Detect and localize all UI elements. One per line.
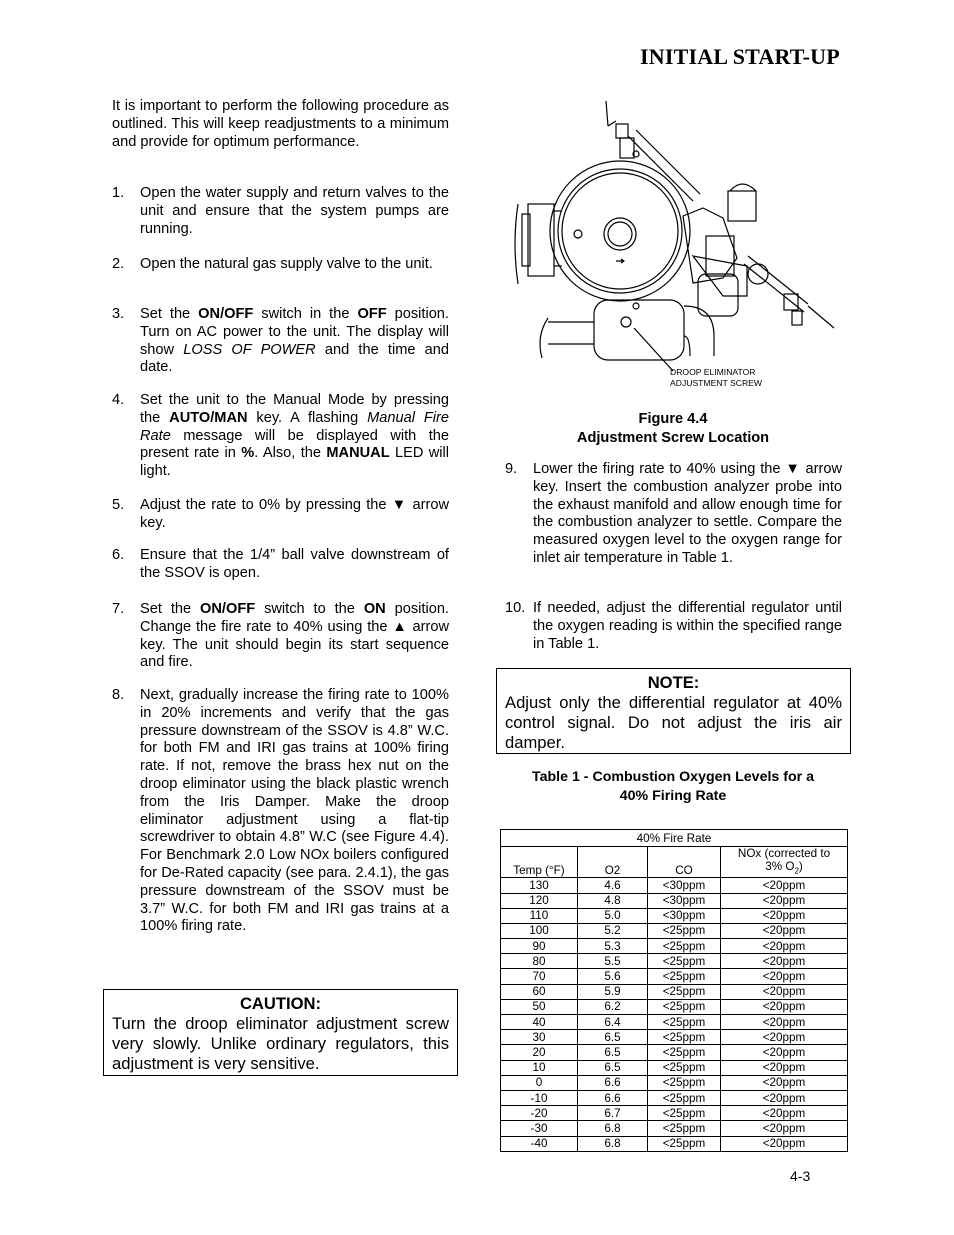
cell-nox: <20ppm: [721, 1030, 848, 1045]
cell-o2: 5.9: [578, 984, 648, 999]
caution-title: CAUTION:: [239, 994, 322, 1013]
step-3: [112, 306, 450, 377]
cell-temp: 10: [501, 1060, 578, 1075]
table-row: [501, 1136, 848, 1151]
cell-co: <25ppm: [648, 923, 721, 938]
step-number: 4.: [112, 392, 125, 408]
cell-o2: 6.8: [578, 1121, 648, 1136]
cell-temp: 110: [501, 908, 578, 923]
step-text: switch in the: [253, 306, 358, 322]
cell-nox: <20ppm: [721, 1106, 848, 1121]
step-text: message will be displayed with the present rate in: [140, 427, 449, 462]
step-text: switch to the: [255, 601, 364, 617]
step-number: 7.: [112, 601, 125, 617]
step-number: 8.: [112, 687, 125, 703]
caution-text: Turn the droop eliminator adjustment screw very slowly. Unlike ordinary regulators, this adjustment is very sensitive.: [112, 1014, 449, 1073]
cell-co: <25ppm: [648, 1045, 721, 1060]
table-row: [501, 954, 848, 969]
note-text: Adjust only the differential regulator at 40% control signal. Do not adjust the iris air damper.: [505, 693, 842, 752]
cell-co: <25ppm: [648, 1015, 721, 1030]
cell-nox: <20ppm: [721, 999, 848, 1014]
step-bold: ON/OFF: [200, 601, 256, 617]
cell-nox: <20ppm: [721, 908, 848, 923]
step-number: 9.: [505, 461, 518, 477]
cell-nox: <20ppm: [721, 923, 848, 938]
cell-co: <25ppm: [648, 999, 721, 1014]
cell-o2: 5.2: [578, 923, 648, 938]
cell-o2: 6.7: [578, 1106, 648, 1121]
table-caption-line1: Table 1 - Combustion Oxygen Levels for a: [532, 769, 814, 785]
cell-nox: <20ppm: [721, 1136, 848, 1151]
note-box: [496, 668, 851, 754]
cell-nox: <20ppm: [721, 984, 848, 999]
cell-o2: 5.0: [578, 908, 648, 923]
step-8: [112, 687, 449, 936]
table-row: [501, 1075, 848, 1090]
cell-o2: 6.2: [578, 999, 648, 1014]
cell-o2: 6.5: [578, 1060, 648, 1075]
cell-co: <25ppm: [648, 1060, 721, 1075]
step-number: 1.: [112, 185, 125, 201]
step-text: Open the natural gas supply valve to the unit.: [140, 256, 433, 272]
cell-temp: 50: [501, 999, 578, 1014]
step-9: [505, 461, 842, 568]
table-row: [501, 984, 848, 999]
page-number: 4-3: [790, 1168, 811, 1184]
cell-co: <25ppm: [648, 969, 721, 984]
cell-o2: 5.6: [578, 969, 648, 984]
cell-o2: 6.5: [578, 1030, 648, 1045]
step-bold: ON/OFF: [198, 306, 254, 322]
cell-temp: -10: [501, 1090, 578, 1105]
cell-o2: 6.6: [578, 1075, 648, 1090]
header-nox-line2: 3% O: [765, 860, 795, 873]
cell-o2: 5.5: [578, 954, 648, 969]
cell-temp: 60: [501, 984, 578, 999]
table-row: [501, 1090, 848, 1105]
cell-o2: 4.8: [578, 893, 648, 908]
table-group-header: 40% Fire Rate: [501, 830, 848, 847]
cell-temp: 130: [501, 878, 578, 893]
cell-nox: <20ppm: [721, 1075, 848, 1090]
header-co: CO: [648, 847, 721, 878]
cell-temp: 20: [501, 1045, 578, 1060]
page-header: INITIAL START-UP: [640, 44, 840, 69]
table-row: [501, 1030, 848, 1045]
cell-o2: 6.5: [578, 1045, 648, 1060]
cell-temp: 70: [501, 969, 578, 984]
cell-nox: <20ppm: [721, 878, 848, 893]
intro-paragraph: It is important to perform the following procedure as outlined. This will keep readjustments to a minimum and provide for optimum performance.: [112, 98, 449, 150]
cell-co: <30ppm: [648, 878, 721, 893]
step-bold: AUTO/MAN: [169, 409, 248, 426]
table-row: [501, 878, 848, 893]
table-row: [501, 999, 848, 1014]
header-nox: [721, 847, 848, 878]
table-row: [501, 1060, 848, 1075]
cell-co: <25ppm: [648, 954, 721, 969]
table-caption: [496, 768, 850, 806]
step-text: position. Turn on AC power to the unit. The display will show: [140, 306, 449, 358]
figure-caption-number: Figure 4.4: [638, 411, 708, 427]
cell-o2: 4.6: [578, 878, 648, 893]
cell-nox: <20ppm: [721, 954, 848, 969]
header-nox-sub: 2: [794, 866, 799, 876]
cell-co: <25ppm: [648, 1136, 721, 1151]
table-row: [501, 939, 848, 954]
cell-co: <25ppm: [648, 1121, 721, 1136]
cell-nox: <20ppm: [721, 1045, 848, 1060]
adjustment-screw-figure: [508, 96, 840, 396]
step-text: . Also, the: [254, 445, 327, 462]
step-number: 5.: [112, 497, 125, 513]
cell-nox: <20ppm: [721, 893, 848, 908]
step-7: [112, 601, 449, 672]
table-header-row: [501, 847, 848, 878]
cell-nox: <20ppm: [721, 1060, 848, 1075]
step-text: position. Change the fire rate to 40% using the ▲ arrow key. The unit should begin its start sequence and fire.: [140, 601, 449, 671]
header-temp: Temp (°F): [501, 847, 578, 878]
table-row: [501, 1106, 848, 1121]
cell-o2: 5.3: [578, 939, 648, 954]
table-caption-line2: 40% Firing Rate: [619, 788, 727, 804]
figure-caption: [500, 410, 846, 448]
cell-temp: 30: [501, 1030, 578, 1045]
table-row: [501, 923, 848, 938]
cell-temp: 120: [501, 893, 578, 908]
table-row: [501, 1045, 848, 1060]
figure-caption-title: Adjustment Screw Location: [576, 430, 770, 446]
step-10: [505, 600, 842, 653]
step-italic: Manual Fire Rate: [140, 409, 450, 444]
step-text: Open the water supply and return valves to the unit and ensure that the system pumps are running.: [140, 185, 449, 237]
cell-temp: -40: [501, 1136, 578, 1151]
cell-temp: 0: [501, 1075, 578, 1090]
step-text: LED will light.: [140, 445, 449, 480]
cell-temp: 40: [501, 1015, 578, 1030]
cell-nox: <20ppm: [721, 939, 848, 954]
table-row: [501, 1015, 848, 1030]
step-text: Next, gradually increase the firing rate to 100% in 20% increments and verify that the gas pressure downstream of the SSOV is 4.8” W.C. for both FM and IRI gas trains at 100% firing rate. If not, remove the brass hex nut on the droop eliminator using the black plastic wrench from the Iris Damper. Make the droop eliminator adjustment using a flat-tip screwdriver to obtain 4.8” W.C (see Figure 4.4). For Benchmark 2.0 Low NOx boilers configured for De-Rated capacity (see para. 2.4.1), the gas pressure downstream of the SSOV must be 3.7” W.C. for both FM and IRI gas trains at a 100% firing rate.: [140, 687, 449, 935]
cell-o2: 6.4: [578, 1015, 648, 1030]
cell-co: <30ppm: [648, 908, 721, 923]
table-row: [501, 908, 848, 923]
header-nox-line1: NOx (corrected to: [737, 847, 831, 860]
table-group-header-row: [501, 830, 848, 847]
cell-nox: <20ppm: [721, 1015, 848, 1030]
cell-co: <25ppm: [648, 939, 721, 954]
step-number: 3.: [112, 306, 125, 322]
figure-label-line2: ADJUSTMENT SCREW: [670, 378, 762, 388]
table-row: [501, 1121, 848, 1136]
step-text: Adjust the rate to 0% by pressing the ▼ arrow key.: [140, 497, 449, 531]
cell-co: <25ppm: [648, 984, 721, 999]
step-5: [112, 497, 449, 533]
step-text: and the time and date.: [140, 341, 450, 376]
step-text: Set the: [140, 601, 201, 617]
note-title: NOTE:: [647, 673, 700, 692]
step-1: [112, 185, 449, 238]
cell-temp: -20: [501, 1106, 578, 1121]
cell-co: <30ppm: [648, 893, 721, 908]
step-number: 6.: [112, 547, 125, 563]
step-text: Set the: [140, 306, 199, 322]
step-text: Ensure that the 1/4” ball valve downstream of the SSOV is open.: [140, 547, 449, 581]
cell-co: <25ppm: [648, 1090, 721, 1105]
cell-temp: 100: [501, 923, 578, 938]
cell-temp: -30: [501, 1121, 578, 1136]
cell-nox: <20ppm: [721, 1121, 848, 1136]
step-number: 10.: [505, 600, 526, 616]
table-row: [501, 893, 848, 908]
step-italic: LOSS OF POWER: [183, 341, 316, 358]
step-bold: MANUAL: [326, 445, 390, 462]
figure-label-line1: DROOP ELIMINATOR: [670, 367, 756, 377]
step-text: key. A flashing: [247, 409, 368, 426]
step-text: Set the unit to the Manual Mode by pressing the: [140, 392, 449, 426]
step-text: Lower the firing rate to 40% using the ▼ arrow key. Insert the combustion analyzer probe into the exhaust manifold and allow enough time for the combustion analyzer to settle. Compare the measured oxygen level to the oxygen range for inlet air temperature in Table 1.: [533, 461, 842, 566]
cell-o2: 6.6: [578, 1090, 648, 1105]
header-nox-close: ): [798, 860, 803, 873]
cell-temp: 80: [501, 954, 578, 969]
step-6: [112, 547, 449, 583]
table-row: [501, 969, 848, 984]
cell-temp: 90: [501, 939, 578, 954]
step-bold: ON: [363, 601, 386, 617]
combustion-oxygen-table: [500, 829, 848, 1152]
cell-o2: 6.8: [578, 1136, 648, 1151]
step-4: [112, 392, 450, 481]
cell-co: <25ppm: [648, 1075, 721, 1090]
cell-nox: <20ppm: [721, 969, 848, 984]
step-text: If needed, adjust the differential regulator until the oxygen reading is within the specified range in Table 1.: [533, 600, 842, 652]
step-bold: OFF: [357, 306, 387, 322]
cell-co: <25ppm: [648, 1030, 721, 1045]
step-number: 2.: [112, 256, 125, 272]
step-2: [112, 256, 449, 274]
step-bold: %: [241, 445, 255, 462]
caution-box: [103, 989, 458, 1076]
header-o2: O2: [578, 847, 648, 878]
cell-nox: <20ppm: [721, 1090, 848, 1105]
table-body: [501, 878, 848, 1151]
cell-co: <25ppm: [648, 1106, 721, 1121]
